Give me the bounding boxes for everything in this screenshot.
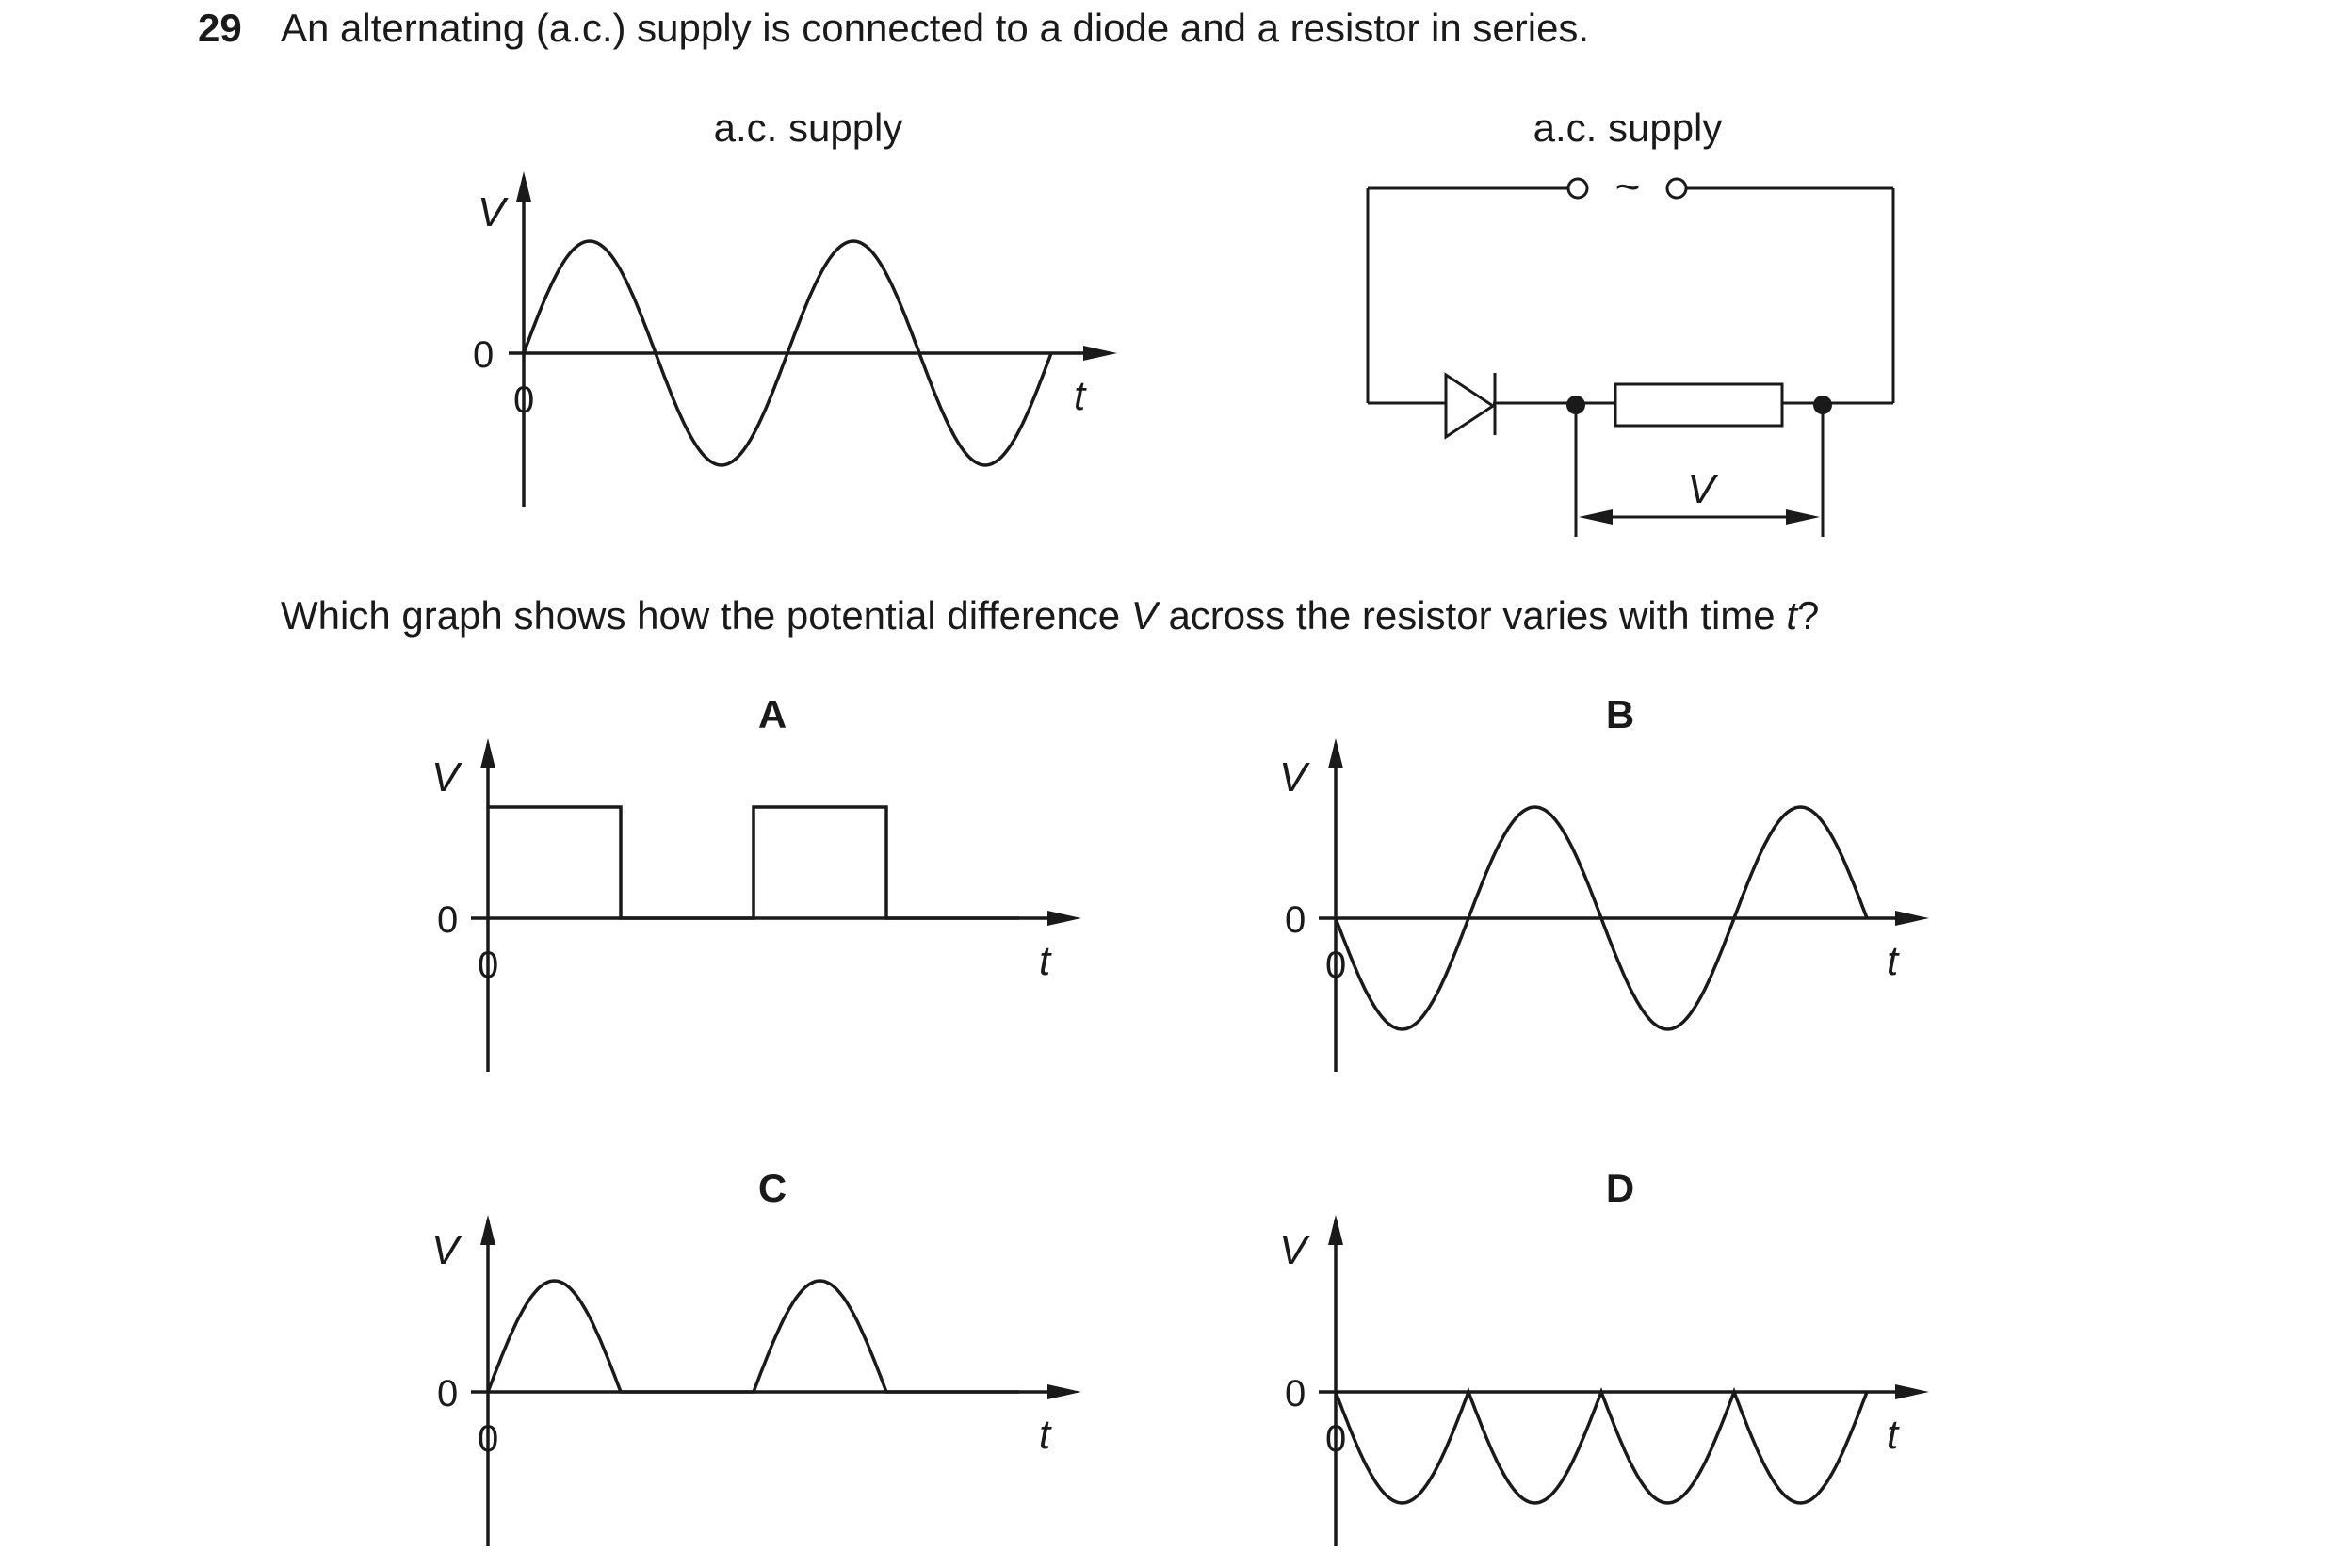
prompt-before-v: Which graph shows how the potential difference xyxy=(281,593,1131,638)
supply-graph xyxy=(473,105,1117,507)
option-c-graph[interactable] xyxy=(431,1166,1081,1546)
prompt-middle: across the resistor varies with time xyxy=(1157,593,1787,638)
option-d-waveform xyxy=(1336,1392,1867,1503)
option-b-graph[interactable] xyxy=(1279,692,1929,1072)
option-c-x-label: t xyxy=(1039,1412,1051,1458)
supply-graph-caption: a.c. supply xyxy=(713,105,903,150)
option-d-zero-x: 0 xyxy=(1325,1418,1347,1460)
supply-terminal-left xyxy=(1568,179,1587,198)
option-a-y-label: V xyxy=(431,754,460,800)
supply-terminal-right xyxy=(1667,179,1686,198)
option-d-x-arrowhead xyxy=(1895,1384,1929,1399)
option-d-zero-y: 0 xyxy=(1285,1373,1306,1414)
option-b-letter: B xyxy=(1605,692,1635,736)
supply-x-label: t xyxy=(1074,373,1086,419)
option-b-zero-y: 0 xyxy=(1285,899,1306,941)
option-b-x-label: t xyxy=(1887,938,1899,984)
option-a-waveform xyxy=(488,807,1019,918)
supply-y-arrowhead xyxy=(516,171,531,202)
option-a-graph[interactable] xyxy=(431,692,1081,1072)
diode-icon xyxy=(1446,375,1493,437)
option-d-letter: D xyxy=(1605,1166,1635,1210)
option-c-y-label: V xyxy=(431,1227,460,1273)
supply-zero-y: 0 xyxy=(473,334,495,376)
circuit-diagram xyxy=(1368,105,1893,537)
option-a-y-arrowhead xyxy=(480,738,495,768)
option-c-y-arrowhead xyxy=(480,1215,495,1245)
option-d-graph[interactable] xyxy=(1279,1166,1929,1546)
option-d-y-arrowhead xyxy=(1328,1215,1343,1245)
supply-y-label: V xyxy=(478,189,506,235)
option-c-letter: C xyxy=(757,1166,787,1210)
supply-zero-x: 0 xyxy=(513,380,535,421)
option-c-zero-x: 0 xyxy=(478,1418,499,1460)
question-prompt xyxy=(281,593,1819,638)
prompt-v-symbol: V xyxy=(1130,593,1158,638)
option-c-waveform xyxy=(488,1281,1019,1392)
meter-label: V xyxy=(1687,466,1715,512)
option-b-y-label: V xyxy=(1279,754,1307,800)
prompt-after-t: ? xyxy=(1796,593,1820,638)
prompt-t-symbol: t xyxy=(1786,593,1797,638)
circuit-caption: a.c. supply xyxy=(1533,105,1723,150)
option-d-y-label: V xyxy=(1279,1227,1307,1273)
meter-arrowhead-left xyxy=(1579,509,1613,525)
ac-source-icon: ~ xyxy=(1614,162,1641,211)
question-number: 29 xyxy=(198,6,242,50)
supply-x-arrowhead xyxy=(1083,346,1117,361)
resistor-icon xyxy=(1615,384,1782,426)
option-a-zero-y: 0 xyxy=(437,899,459,941)
option-a-zero-x: 0 xyxy=(478,945,499,986)
meter-arrowhead-right xyxy=(1786,509,1820,525)
question-text: An alternating (a.c.) supply is connected to a diode and a resistor in series. xyxy=(281,6,1590,50)
option-b-y-arrowhead xyxy=(1328,738,1343,768)
option-c-x-arrowhead xyxy=(1047,1384,1081,1399)
option-b-zero-x: 0 xyxy=(1325,945,1347,986)
option-b-x-arrowhead xyxy=(1895,911,1929,926)
option-c-zero-y: 0 xyxy=(437,1373,459,1414)
option-a-x-arrowhead xyxy=(1047,911,1081,926)
option-d-x-label: t xyxy=(1887,1412,1899,1458)
option-a-x-label: t xyxy=(1039,938,1051,984)
option-a-letter: A xyxy=(757,692,787,736)
